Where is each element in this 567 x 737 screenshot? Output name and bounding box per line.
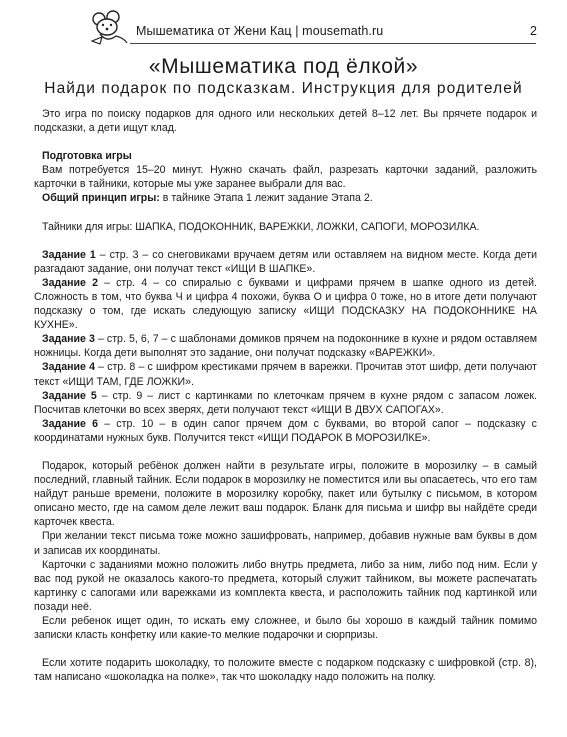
task-label: Задание 1	[42, 248, 96, 261]
body-paragraph: Подарок, который ребёнок должен найти в результате игры, положите в морозилку – в самый последний, главный тайник. Если подарок в морозилку не поместится или вы опасаетесь, что его там найдут раньше времени, положите в морозилку коробку, пакет или бутылку с письмом, в котором описано место, где на самом деле лежит ваш подарок. Бланк для письма и шифр вы найдёте среди карточек квеста.	[34, 459, 537, 529]
page-number: 2	[530, 24, 537, 38]
task-text: – стр. 4 – со спиралью с буквами и цифрами прячем в шапке одного из детей. Сложность в том, что буква Ч и цифра 4 похожи, буква О и цифра 0 тоже, но в итоге дети получают подсказку о том, где искать следующую записку «ИЩИ ПОДСКАЗКУ НА ПОДОКОННИКЕ НА КУХНЕ».	[34, 276, 537, 332]
body-paragraph: При желании текст письма тоже можно зашифровать, например, добавив нужные вам буквы в дом и записав их координаты.	[34, 530, 537, 557]
body-paragraph: Если ребенок ищет один, то искать ему сложнее, и было бы хорошо в каждый тайник помимо записки класть конфетку или какие-то мелкие подарочки и сюрпризы.	[34, 615, 537, 642]
task-text: – стр. 3 – со снеговиками вручаем детям или оставляем на видном месте. Когда дети разгадают задание, они получат текст «ИЩИ В ШАПКЕ».	[34, 248, 537, 275]
prep-heading-text: Подготовка игры	[42, 150, 132, 163]
task-item	[34, 360, 537, 388]
task-item	[34, 276, 537, 332]
task-item	[34, 332, 537, 360]
intro-paragraph: Это игра по поиску подарков для одного или нескольких детей 8–12 лет. Вы прячете подарок и подсказки, а дети ищут клад.	[34, 108, 537, 135]
page-title: «Мышематика под ёлкой»	[148, 55, 419, 78]
task-text: – стр. 8 – с шифром крестиками прячем в варежки. Прочитав этот шифр, дети получают текст «ИЩИ ТАМ, ГДЕ ЛОЖКИ».	[34, 361, 537, 388]
body-paragraph: Карточки с заданиями можно положить либо внутрь предмета, либо за ним, либо под ним. Если у вас под рукой не оказалось какого-то предмета, который служит тайником, вы можете распечатать картинку с сапогами или варежками из комплекта квеста, и расположить тайник под картинкой или позади неё.	[34, 558, 537, 613]
task-text: – стр. 9 – лист с картинками по клеточкам прячем в кухне рядом с запасом ложек. Посчитав клеточки во всех зверях, дети получают текст «ИЩИ В ДВУХ САПОГАХ».	[34, 389, 537, 416]
header-site: Мышематика от Жени Кац | mousemath.ru	[136, 24, 384, 38]
page-subtitle: Найди подарок по подсказкам. Инструкция для родителей	[44, 80, 523, 97]
task-label: Задание 6	[42, 417, 99, 430]
task-item	[34, 417, 537, 445]
principle-text: в тайнике Этапа 1 лежит задание Этапа 2.	[159, 192, 373, 205]
mouse-logo-icon	[86, 10, 130, 46]
task-text: – стр. 5, 6, 7 – с шаблонами домиков прячем на подоконнике в кухне и рядом оставляем ножницы. Когда дети выполнят это задание, они получат подсказку «ВАРЕЖКИ».	[34, 333, 537, 360]
task-label: Задание 2	[42, 276, 98, 289]
task-label: Задание 5	[42, 389, 97, 402]
hiding-places: Тайники для игры: ШАПКА, ПОДОКОННИК, ВАРЕЖКИ, ЛОЖКИ, САПОГИ, МОРОЗИЛКА.	[42, 220, 480, 233]
task-item	[34, 248, 537, 276]
task-label: Задание 3	[42, 333, 95, 346]
header-divider	[130, 43, 536, 44]
final-paragraph: Если хотите подарить шоколадку, то положите вместе с подарком подсказку с шифровкой (стр. 8), там написано «шоколадка на полке», так что шоколадку надо положить на полку.	[34, 657, 537, 684]
prep-paragraph: Вам потребуется 15–20 минут. Нужно скачать файл, разрезать карточки заданий, разложить карточки в тайники, которые мы уже заранее выбрали для вас.	[34, 164, 537, 191]
document-body	[34, 107, 537, 684]
prep-heading	[34, 149, 537, 163]
task-item	[34, 389, 537, 417]
principle-paragraph	[34, 191, 537, 205]
task-label: Задание 4	[42, 361, 96, 374]
task-text: – стр. 10 – в один сапог прячем дом с буквами, во второй сапог – подсказку с координатами нужных букв. Получится текст «ИЩИ ПОДАРОК В МОРОЗИЛКЕ».	[34, 417, 537, 444]
principle-label: Общий принцип игры:	[42, 192, 160, 205]
